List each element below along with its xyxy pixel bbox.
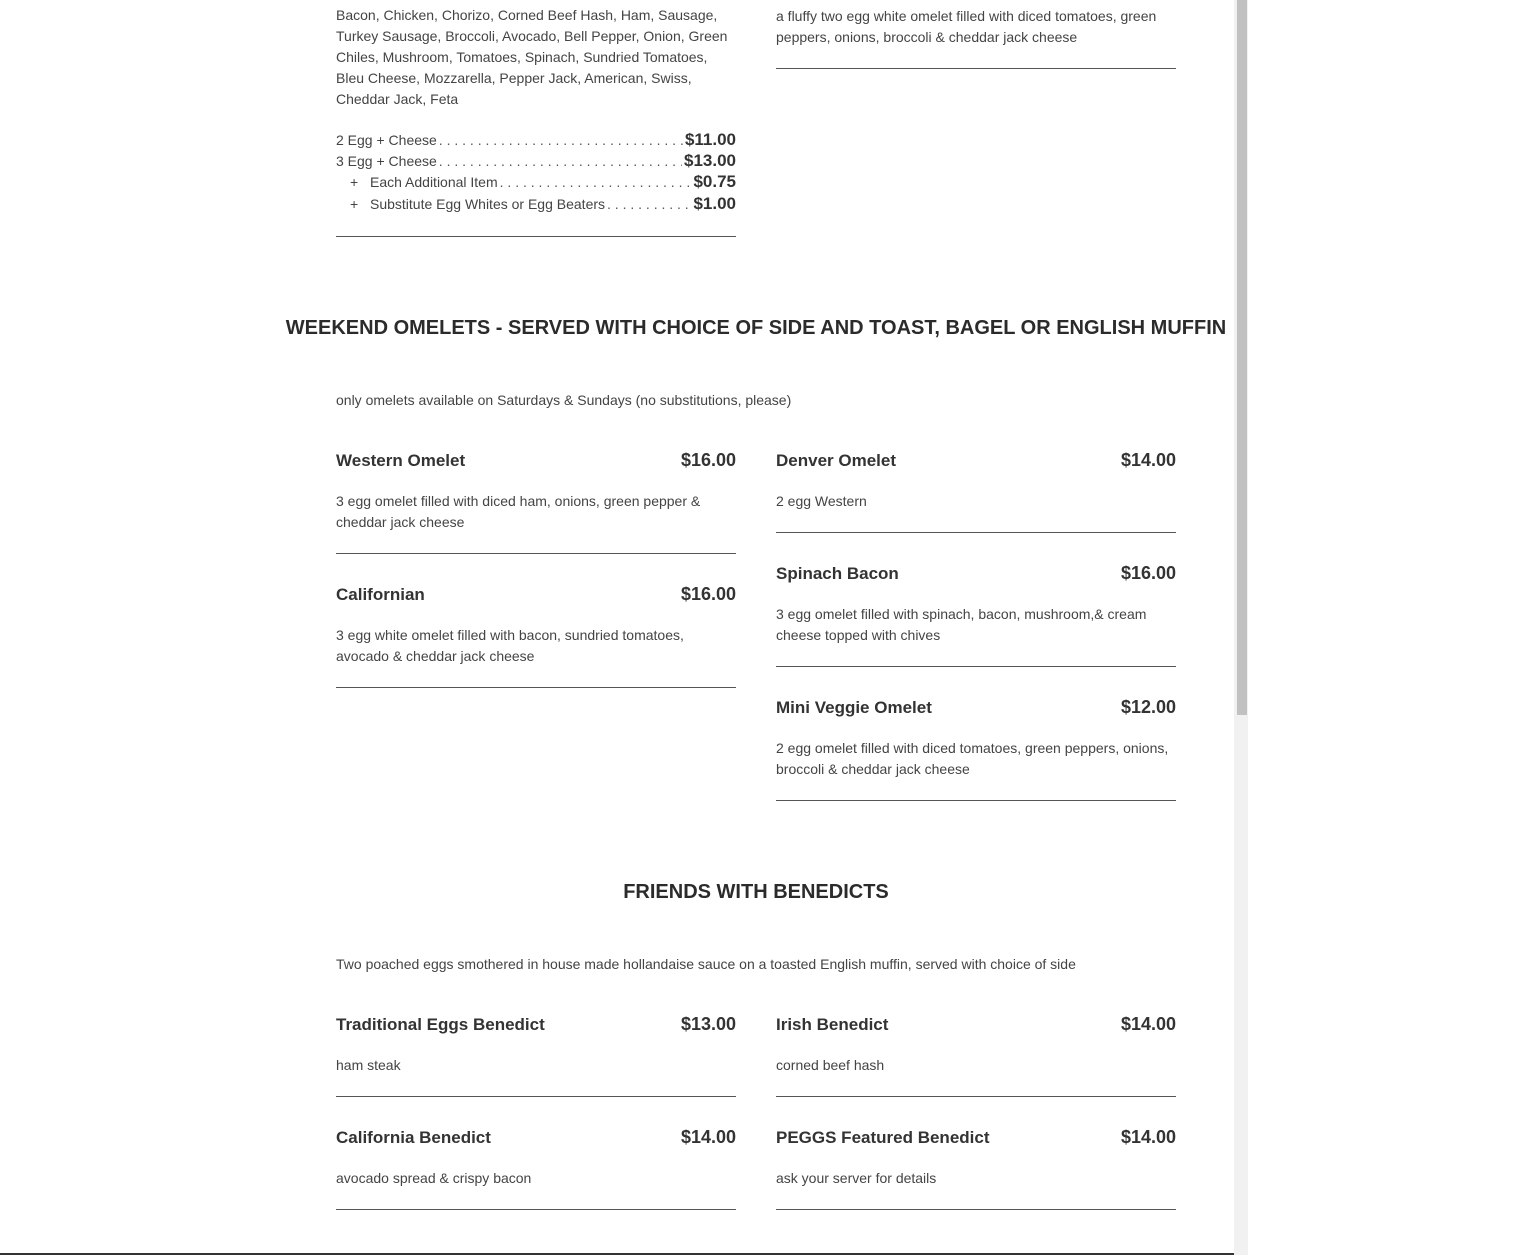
- price-row-label: Substitute Egg Whites or Egg Beaters: [370, 196, 606, 212]
- menu-item-description: avocado spread & crispy bacon: [336, 1170, 532, 1186]
- menu-item-header: [336, 1127, 736, 1148]
- leader-dots: [607, 196, 691, 212]
- price-row: [336, 194, 736, 214]
- plus-icon: +: [350, 196, 359, 212]
- divider: [336, 553, 736, 554]
- menu-item-description: 3 egg white omelet filled with bacon, sundried tomatoes, avocado & cheddar jack cheese: [336, 627, 684, 664]
- menu-item-price: $14.00: [1120, 1014, 1176, 1034]
- menu-item-header: [776, 1127, 1176, 1148]
- menu-item-name: Western Omelet: [336, 451, 466, 470]
- menu-item-name: California Benedict: [336, 1128, 491, 1147]
- price-row-label: Each Additional Item: [370, 174, 498, 190]
- menu-item-header: [776, 563, 1176, 584]
- menu-item-header: [776, 1014, 1176, 1035]
- build-your-own-ingredients: Bacon, Chicken, Chorizo, Corned Beef Hash, Ham, Sausage, Turkey Sausage, Broccoli, Avocado, Bell Pepper, Onion, Green Chiles, Mushroom, Tomatoes, Spinach, Sundried Tomatoes, Bleu Cheese, Mozzarella, Pepper Jack, American, Swiss, Cheddar Jack, Feta: [336, 7, 728, 107]
- plus-icon: +: [350, 174, 359, 190]
- section-title-benedicts: FRIENDS WITH BENEDICTS: [623, 881, 889, 903]
- section-intro: Two poached eggs smothered in house made hollandaise sauce on a toasted English muffin, served with choice of side: [336, 956, 1076, 972]
- menu-item-description: 3 egg omelet filled with diced ham, onions, green pepper & cheddar jack cheese: [336, 493, 701, 530]
- divider: [336, 1209, 736, 1210]
- divider: [776, 666, 1176, 667]
- menu-item-price: $14.00: [1120, 450, 1176, 470]
- menu-item-name: Mini Veggie Omelet: [776, 698, 932, 717]
- price-row-label: 2 Egg + Cheese: [336, 132, 437, 148]
- leader-dots: [439, 132, 683, 148]
- divider: [776, 532, 1176, 533]
- menu-item-price: $14.00: [680, 1127, 736, 1147]
- menu-item-name: Spinach Bacon: [776, 564, 899, 583]
- menu-item-price: $16.00: [680, 450, 736, 470]
- menu-item-price: $12.00: [1120, 697, 1176, 717]
- menu-item-description: 3 egg omelet filled with spinach, bacon, mushroom,& cream cheese topped with chives: [776, 606, 1147, 643]
- menu-item-description: 2 egg Western: [776, 493, 867, 509]
- menu-item-description: 2 egg omelet filled with diced tomatoes, green peppers, onions, broccoli & cheddar jack cheese: [776, 740, 1169, 777]
- menu-item-name: Traditional Eggs Benedict: [336, 1015, 545, 1034]
- divider: [336, 687, 736, 688]
- price-row-label: 3 Egg + Cheese: [336, 153, 437, 169]
- menu-item-header: [336, 450, 736, 471]
- menu-item-header: [776, 697, 1176, 718]
- menu-item-description: ham steak: [336, 1057, 401, 1073]
- divider: [776, 1209, 1176, 1210]
- divider: [776, 68, 1176, 69]
- divider: [336, 1096, 736, 1097]
- menu-item-name: Denver Omelet: [776, 451, 896, 470]
- price-row-price: $1.00: [693, 194, 736, 213]
- section-title-weekend-omelets: WEEKEND OMELETS - SERVED WITH CHOICE OF SIDE AND TOAST, BAGEL OR ENGLISH MUFFIN: [285, 317, 1227, 339]
- menu-item-name: PEGGS Featured Benedict: [776, 1128, 990, 1147]
- section-intro: only omelets available on Saturdays & Sundays (no substitutions, please): [336, 392, 792, 408]
- menu-item-name: Irish Benedict: [776, 1015, 889, 1034]
- price-row: [336, 151, 736, 171]
- menu-item-header: [776, 450, 1176, 471]
- price-row-price: $0.75: [693, 172, 736, 191]
- menu-item-price: $16.00: [680, 584, 736, 604]
- price-row: [336, 130, 736, 150]
- menu-item-header: [336, 1014, 736, 1035]
- menu-item-name: Californian: [336, 585, 425, 604]
- leader-dots: [439, 153, 682, 169]
- divider: [776, 1096, 1176, 1097]
- menu-item-description: corned beef hash: [776, 1057, 885, 1073]
- divider: [776, 800, 1176, 801]
- menu-item-header: [336, 584, 736, 605]
- divider: [336, 236, 736, 237]
- menu-item-price: $13.00: [680, 1014, 736, 1034]
- menu-item-description: ask your server for details: [776, 1170, 937, 1186]
- price-row-price: $11.00: [684, 130, 736, 149]
- menu-item-price: $14.00: [1120, 1127, 1176, 1147]
- leader-dots: [500, 174, 692, 190]
- menu-item-price: $16.00: [1120, 563, 1176, 583]
- scrollbar-thumb[interactable]: [1237, 0, 1247, 715]
- price-row: [336, 172, 736, 192]
- egg-white-omelet-description: a fluffy two egg white omelet filled with diced tomatoes, green peppers, onions, broccoli & cheddar jack cheese: [776, 8, 1157, 45]
- price-row-price: $13.00: [684, 151, 736, 170]
